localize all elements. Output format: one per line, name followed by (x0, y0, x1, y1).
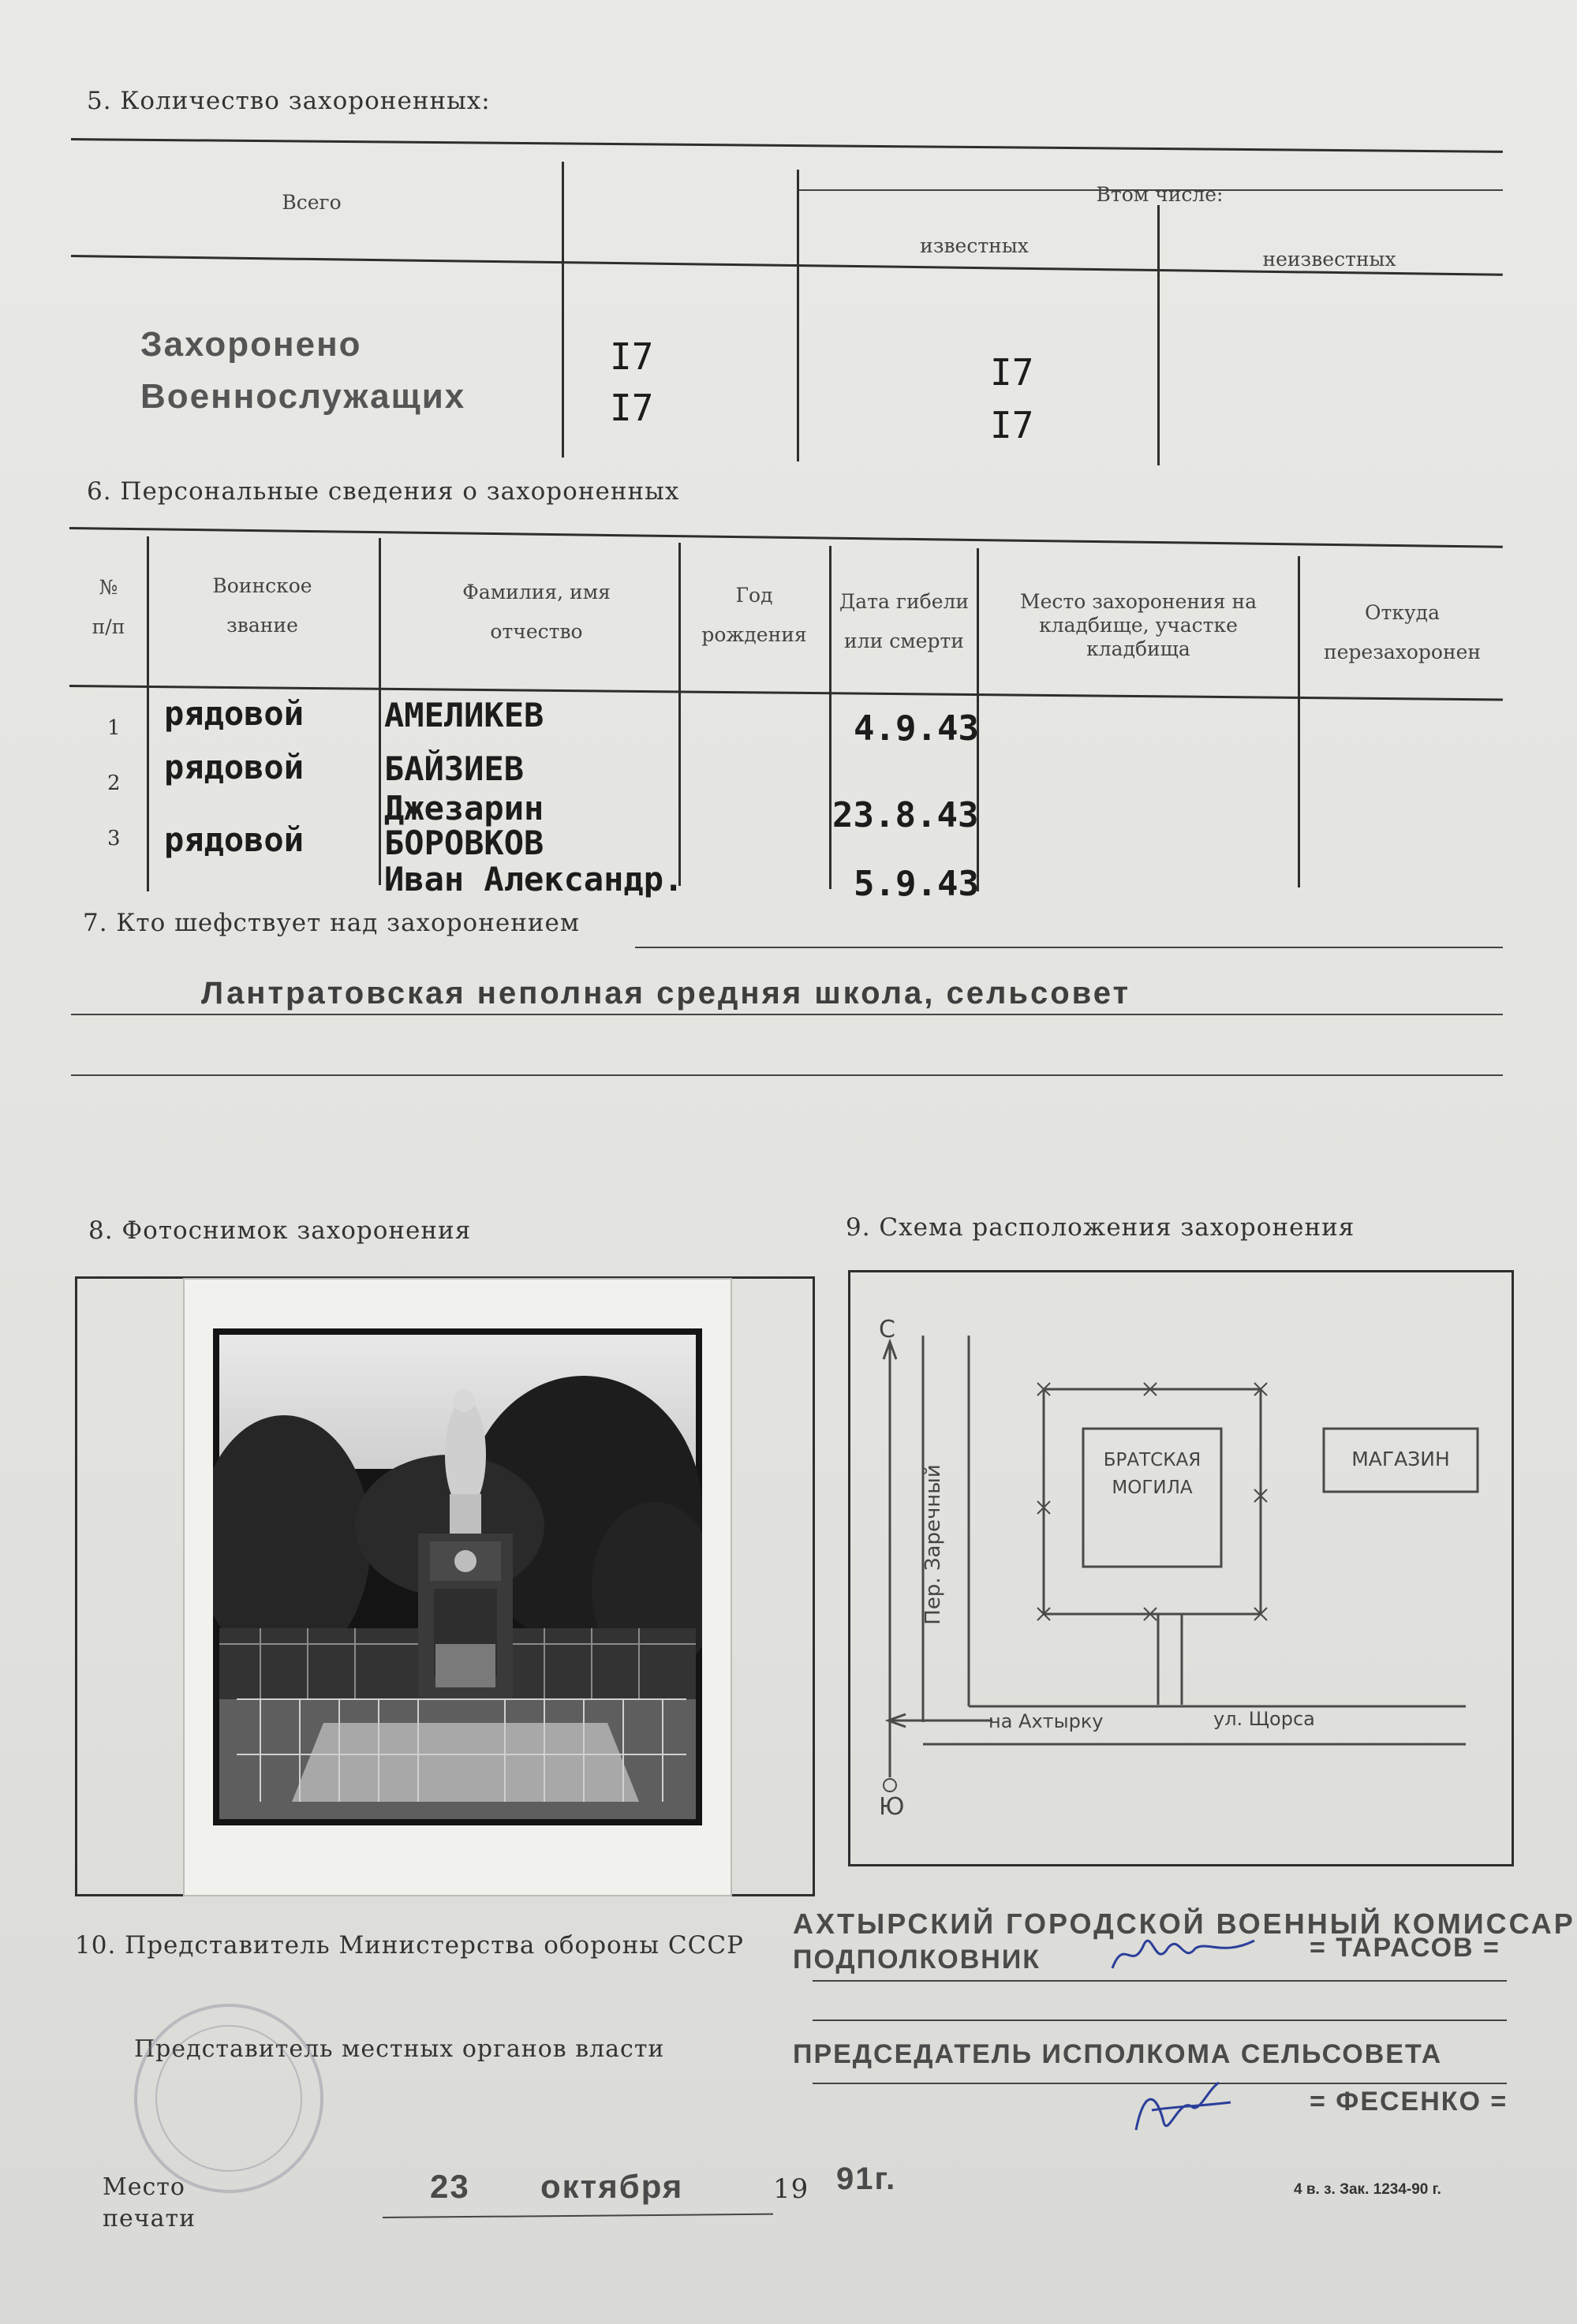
mass-grave-label-1: БРАТСКАЯ (1103, 1450, 1201, 1470)
table5-vline-3 (1157, 205, 1160, 465)
location-scheme (850, 1272, 1512, 1864)
section7-line-2 (71, 1014, 1503, 1015)
row3-given-name: Иван Александр. (384, 860, 684, 899)
table5-vline-1 (562, 162, 564, 458)
section7-line-3 (71, 1074, 1503, 1076)
section8-title: 8. Фотоснимок захоронения (88, 1216, 472, 1245)
seal-place-label-2: печати (103, 2205, 196, 2232)
mod-line (813, 1980, 1507, 1982)
to-akhtyrka-label: на Ахтырку (988, 1710, 1104, 1732)
date-year-suffix: 91г. (836, 2161, 897, 2196)
mod-representative-rank: ПОДПОЛКОВНИК (793, 1945, 1041, 1975)
scheme-box (848, 1270, 1514, 1866)
col-number-header: № п/п (92, 576, 125, 638)
date-month: октября (540, 2168, 684, 2205)
table5-header-unknown: неизвестных (1262, 248, 1396, 271)
lane-label: Пер. Заречный (921, 1464, 945, 1625)
patron-organization: Лантратовская неполная средняя школа, сельсовет (201, 976, 1131, 1011)
row2-given-name: Джезарин (384, 789, 544, 828)
local-representative-line1: ПРЕДСЕДАТЕЛЬ ИСПОЛКОМА СЕЛЬСОВЕТА (793, 2039, 1443, 2069)
mod-signature (1104, 1925, 1262, 1980)
official-seal (110, 1996, 347, 2201)
south-label: Ю (879, 1793, 905, 1821)
table6-vline-2 (379, 538, 381, 885)
row2-number: 2 (107, 772, 121, 795)
table5-vline-2 (797, 170, 799, 461)
total-buried-value: I7 (610, 335, 654, 378)
row2-date: 23.8.43 (832, 795, 979, 835)
date-line (383, 2214, 773, 2218)
table6-vline-4 (829, 546, 831, 889)
row3-date: 5.9.43 (854, 864, 979, 904)
local-representative-name: = ФЕСЕНКО = (1310, 2087, 1508, 2117)
row3-number: 3 (107, 827, 121, 850)
mod-representative-name: = ТАРАСОВ = (1310, 1933, 1500, 1963)
total-servicemen-value: I7 (610, 387, 654, 429)
col-place-header: Место захоронения на кладбище, участке кладбища (1019, 590, 1257, 660)
section9-title: 9. Схема расположения захоронения (846, 1213, 1355, 1242)
local-line-top (813, 2019, 1507, 2021)
section7-title: 7. Кто шефствует над захоронением (83, 909, 580, 937)
table6-vline-1 (147, 536, 149, 891)
table6-vline-3 (678, 543, 681, 886)
col-death-header: Дата гибели или смерти (839, 590, 970, 652)
street-label: ул. Щорса (1213, 1708, 1315, 1730)
col-from-header: Откуда перезахоронен (1323, 601, 1482, 663)
shop-label: МАГАЗИН (1351, 1448, 1450, 1470)
table5-header-including: Втом числе: (1096, 183, 1224, 206)
date-year-prefix: 19 (773, 2173, 809, 2205)
col-birth-header: Год рождения (701, 584, 807, 646)
table5-header-known: известных (920, 234, 1029, 257)
section6-title: 6. Персональные сведения о захороненных (87, 477, 680, 506)
memorial-photo (213, 1328, 702, 1825)
row1-date: 4.9.43 (854, 708, 979, 749)
section5-title: 5. Количество захороненных: (87, 87, 491, 115)
table5-header-total: Всего (282, 191, 342, 214)
section10-title: 10. Представитель Министерства обороны СССР (75, 1931, 744, 1960)
mod-representative-line1: АХТЫРСКИЙ ГОРОДСКОЙ ВОЕННЫЙ КОМИССАР (793, 1907, 1575, 1940)
known-servicemen-value: I7 (990, 404, 1034, 446)
row1-rank: рядовой (164, 694, 305, 733)
mass-grave-label-2: МОГИЛА (1112, 1478, 1193, 1498)
table6-vline-6 (1298, 556, 1300, 887)
row1-number: 1 (107, 716, 121, 740)
north-label: С (879, 1316, 895, 1343)
photo-print (183, 1278, 732, 1896)
row3-surname: БОРОВКОВ (384, 824, 544, 862)
table6-top-line (69, 527, 1503, 548)
seal-place-label-1: Место (103, 2173, 185, 2201)
row1-surname: АМЕЛИКЕВ (384, 696, 544, 734)
row2-surname: БАЙЗИЕВ (384, 749, 525, 788)
col-rank-header: Воинское звание (212, 574, 312, 637)
date-day: 23 (430, 2168, 470, 2205)
local-signature (1120, 2075, 1246, 2146)
known-buried-value: I7 (990, 351, 1034, 394)
row3-rank: рядовой (164, 820, 305, 859)
printer-mark: 4 в. з. Зак. 1234-90 г. (1294, 2181, 1441, 2198)
col-name-header: Фамилия, имя отчество (462, 581, 611, 643)
row-servicemen-label: Военнослужащих (140, 377, 466, 416)
local-authority-label: Представитель местных органов власти (134, 2035, 665, 2063)
row-buried-label: Захоронено (140, 325, 362, 364)
table5-top-line (71, 138, 1503, 153)
section7-line-1 (635, 947, 1503, 948)
row2-rank: рядовой (164, 748, 305, 786)
